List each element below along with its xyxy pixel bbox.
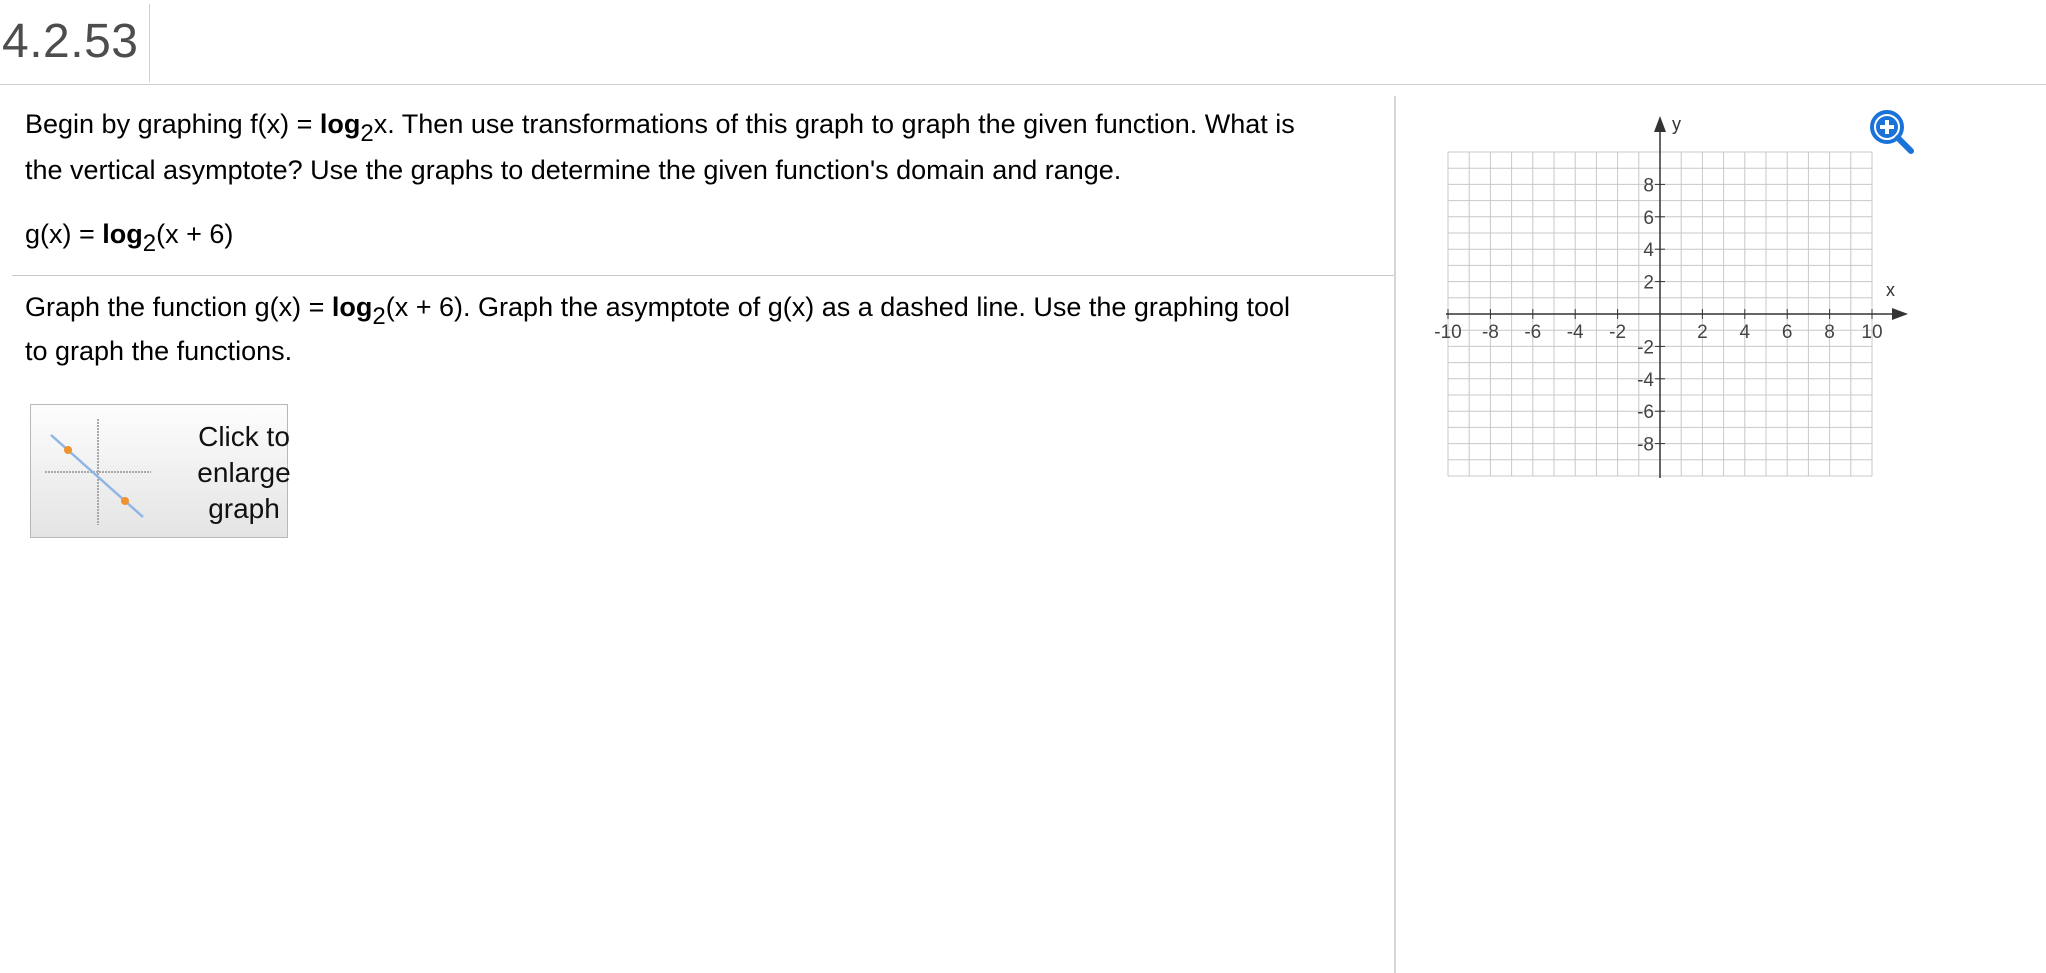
coordinate-graph[interactable] (1420, 104, 1940, 504)
enlarge-label-line3: graph (208, 493, 280, 524)
x-tick-label: -10 (1434, 322, 1462, 343)
log-text: log (319, 109, 361, 139)
log-text: log (102, 219, 143, 249)
section-separator (12, 275, 1394, 276)
x-tick-label: 10 (1861, 322, 1883, 343)
x-tick-label: -8 (1481, 322, 1499, 343)
y-tick-label: -2 (1637, 337, 1654, 359)
enlarge-label-line2: enlarge (197, 457, 291, 488)
question-number: 4.2.53 (2, 15, 139, 68)
pane-divider (1394, 96, 1396, 973)
y-tick-label: -8 (1637, 434, 1654, 456)
enlarge-label-line1: Click to (198, 421, 290, 452)
x-tick-label: -4 (1566, 322, 1584, 343)
problem-line-1: Begin by graphing f(x) = log2x. Then use transformations of this graph to graph the given function. What is (25, 109, 1295, 147)
log-base: 2 (360, 120, 374, 147)
enlarge-graph-button[interactable] (30, 404, 291, 538)
log-text: log (331, 292, 373, 322)
y-tick-label: 6 (1643, 207, 1654, 229)
zoom-in-icon[interactable] (1868, 108, 1916, 156)
x-tick-label: -6 (1524, 322, 1542, 343)
given-function: g(x) = log2(x + 6) (25, 219, 234, 257)
y-tick-label: -6 (1637, 402, 1654, 424)
y-tick-label: -4 (1637, 369, 1654, 391)
x-tick-label: 8 (1824, 322, 1835, 343)
log-base: 2 (142, 230, 157, 257)
y-tick-label: 4 (1643, 240, 1654, 262)
x-tick-label: -2 (1609, 322, 1627, 343)
x-tick-label: 2 (1697, 322, 1708, 343)
problem-statement (25, 102, 1385, 192)
y-tick-label: 2 (1643, 272, 1654, 294)
x-tick-label: 4 (1739, 322, 1751, 343)
question-header (0, 0, 2046, 85)
graph-thumbnail-icon (43, 417, 153, 527)
problem-line-2: the vertical asymptote? Use the graphs to determine the given function's domain and range. (25, 155, 1122, 185)
instruction-line-2: to graph the functions. (25, 336, 293, 366)
log-base: 2 (372, 303, 386, 330)
x-tick-label: 6 (1781, 322, 1793, 343)
y-axis-label: y (1672, 114, 1681, 134)
x-axis-label: x (1886, 280, 1895, 300)
y-tick-label: 8 (1643, 175, 1654, 197)
x-axis-arrow (1892, 308, 1908, 320)
header-divider (149, 4, 150, 82)
instruction-text: Graph the function g(x) = log2(x + 6). Graph the asymptote of g(x) as a dashed line. Use the graphing tool (25, 292, 1291, 330)
y-axis-arrow (1654, 116, 1666, 132)
